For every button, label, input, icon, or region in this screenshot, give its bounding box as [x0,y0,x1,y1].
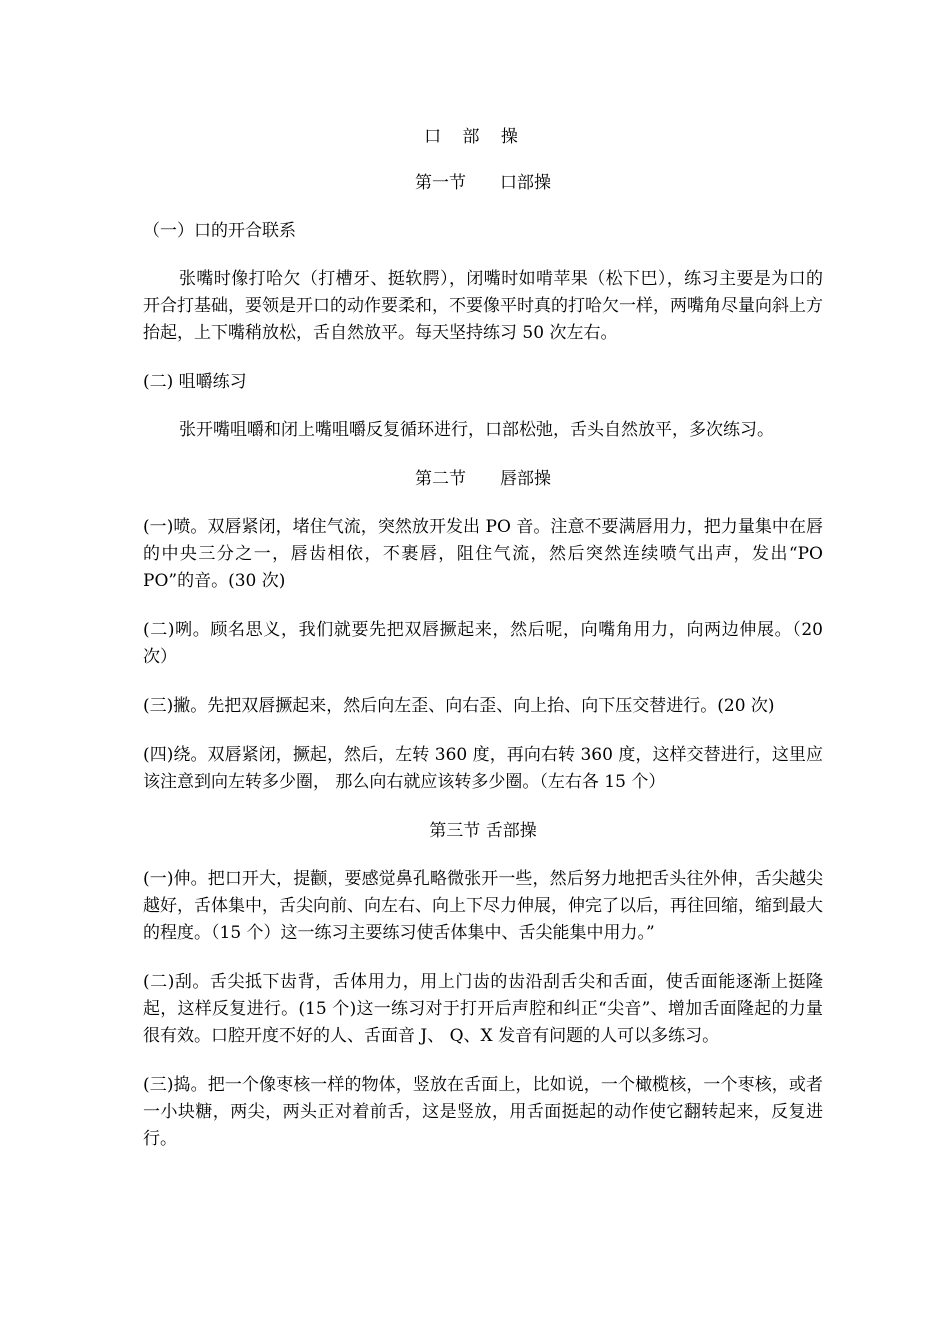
paragraph-3-2: (二)刮。舌尖抵下齿背，舌体用力，用上门齿的齿沿刮舌尖和舌面，使舌面能逐渐上挺隆起，这样反复进行。(15 个)这一练习对于打开后声腔和纠正“尖音”、增加舌面隆起的力量很有效。口腔开度不好的人、舌面音 J、 Q、X 发音有问题的人可以多练习。 [143,972,823,1046]
paragraph-2-3: (三)撇。先把双唇撅起来，然后向左歪、向右歪、向上抬、向下压交替进行。(20 次) [143,696,775,716]
document-title: 口 部 操 [424,127,526,147]
paragraph-3-1: (一)伸。把口开大，提颧，要感觉鼻孔略微张开一些，然后努力地把舌头往外伸，舌尖越尖越好，舌体集中，舌尖向前、向左右、向上下尽力伸展，伸完了以后，再往回缩，缩到最大的程度。（15 个）这一练习主要练习使舌体集中、舌尖能集中用力。” [143,869,823,943]
paragraph-2-1: (一)喷。双唇紧闭，堵住气流，突然放开发出 PO 音。注意不要满唇用力，把力量集中在唇的中央三分之一，唇齿相依，不裹唇，阻住气流，然后突然连续喷气出声，发出“PO PO”的音。(30 次) [143,517,823,591]
document-body [143,170,823,1175]
paragraph-1-1: 张嘴时像打哈欠（打槽牙、挺软腭），闭嘴时如啃苹果（松下巴），练习主要是为口的开合打基础，要领是开口的动作要柔和，不要像平时真的打哈欠一样，两嘴角尽量向斜上方抬起，上下嘴稍放松，舌自然放平。每天坚持练习 50 次左右。 [143,269,823,343]
paragraph-2-2: (二)咧。顾名思义，我们就要先把双唇撅起来，然后呢，向嘴角用力，向两边伸展。（20 次） [143,620,823,667]
subheading-1-1: （一）口的开合联系 [143,221,296,241]
paragraph-1-2: 张开嘴咀嚼和闭上嘴咀嚼反复循环进行，口部松弛，舌头自然放平，多次练习。 [179,420,774,440]
paragraph-3-3: (三)捣。把一个像枣核一样的物体，竖放在舌面上，比如说，一个橄榄核，一个枣核，或者一小块糖，两尖，两头正对着前舌，这是竖放，用舌面挺起的动作使它翻转起来，反复进行。 [143,1075,823,1149]
section-heading-1: 第一节 口部操 [415,173,551,193]
section-heading-2: 第二节 唇部操 [415,469,551,489]
section-heading-3: 第三节 舌部操 [429,821,537,841]
subheading-1-2: (二) 咀嚼练习 [143,372,247,392]
paragraph-2-4: (四)绕。双唇紧闭，撅起，然后，左转 360 度，再向右转 360 度，这样交替进行，这里应该注意到向左转多少圈， 那么向右就应该转多少圈。（左右各 15 个） [143,745,823,792]
